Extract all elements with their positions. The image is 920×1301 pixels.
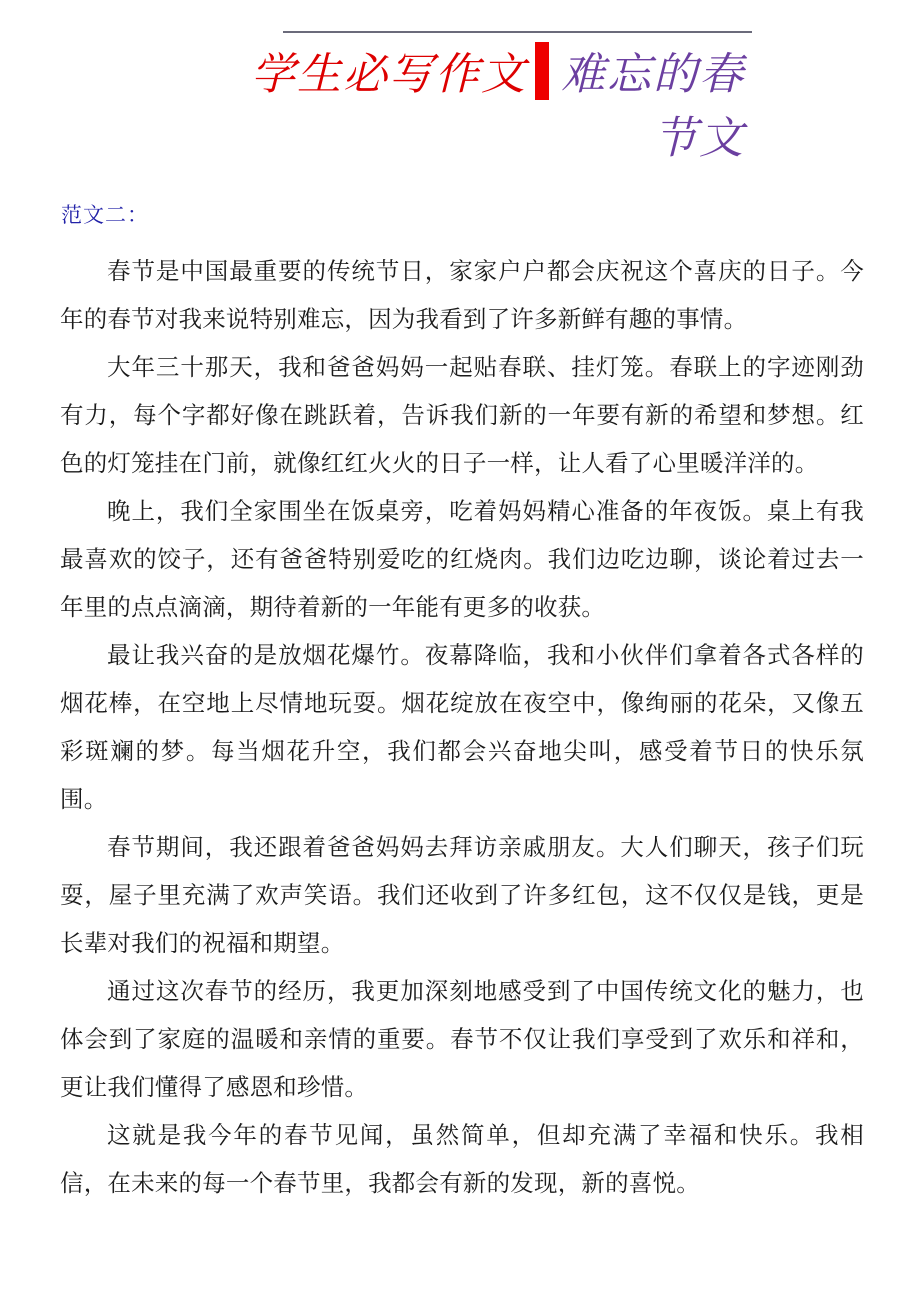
- paragraph: 春节期间，我还跟着爸爸妈妈去拜访亲戚朋友。大人们聊天，孩子们玩耍，屋子里充满了欢声笑语。我们还收到了许多红包，这不仅仅是钱，更是长辈对我们的祝福和期望。: [60, 833, 864, 957]
- essay-body: [60, 247, 864, 1207]
- section-label: 范文二：: [61, 203, 149, 227]
- paragraph: 晚上，我们全家围坐在饭桌旁，吃着妈妈精心准备的年夜饭。桌上有我最喜欢的饺子，还有爸爸特别爱吃的红烧肉。我们边吃边聊，谈论着过去一年里的点点滴滴，期待着新的一年能有更多的收获。: [60, 497, 864, 621]
- title-line-2: [60, 107, 745, 171]
- title-separator-bar: [535, 42, 549, 100]
- document-title: [60, 42, 860, 171]
- paragraph: 通过这次春节的经历，我更加深刻地感受到了中国传统文化的魅力，也体会到了家庭的温暖和亲情的重要。春节不仅让我们享受到了欢乐和祥和，更让我们懂得了感恩和珍惜。: [60, 977, 864, 1101]
- title-text-purple-second: 节文: [653, 113, 745, 164]
- title-text-purple-first: 难忘的春: [561, 49, 745, 100]
- paragraph: 大年三十那天，我和爸爸妈妈一起贴春联、挂灯笼。春联上的字迹刚劲有力，每个字都好像在跳跃着，告诉我们新的一年要有新的希望和梦想。红色的灯笼挂在门前，就像红红火火的日子一样，让人看了心里暖洋洋的。: [60, 353, 864, 477]
- paragraph: 春节是中国最重要的传统节日，家家户户都会庆祝这个喜庆的日子。今年的春节对我来说特别难忘，因为我看到了许多新鲜有趣的事情。: [60, 257, 864, 333]
- header-divider-rule: [283, 31, 752, 33]
- paragraph: 最让我兴奋的是放烟花爆竹。夜幕降临，我和小伙伴们拿着各式各样的烟花棒，在空地上尽情地玩耍。烟花绽放在夜空中，像绚丽的花朵，又像五彩斑斓的梦。每当烟花升空，我们都会兴奋地尖叫，感受着节日的快乐氛围。: [60, 641, 864, 813]
- title-text-red: 学生必写作文: [251, 49, 527, 100]
- title-line-1: [60, 42, 745, 107]
- paragraph: 这就是我今年的春节见闻，虽然简单，但却充满了幸福和快乐。我相信，在未来的每一个春节里，我都会有新的发现，新的喜悦。: [60, 1121, 864, 1197]
